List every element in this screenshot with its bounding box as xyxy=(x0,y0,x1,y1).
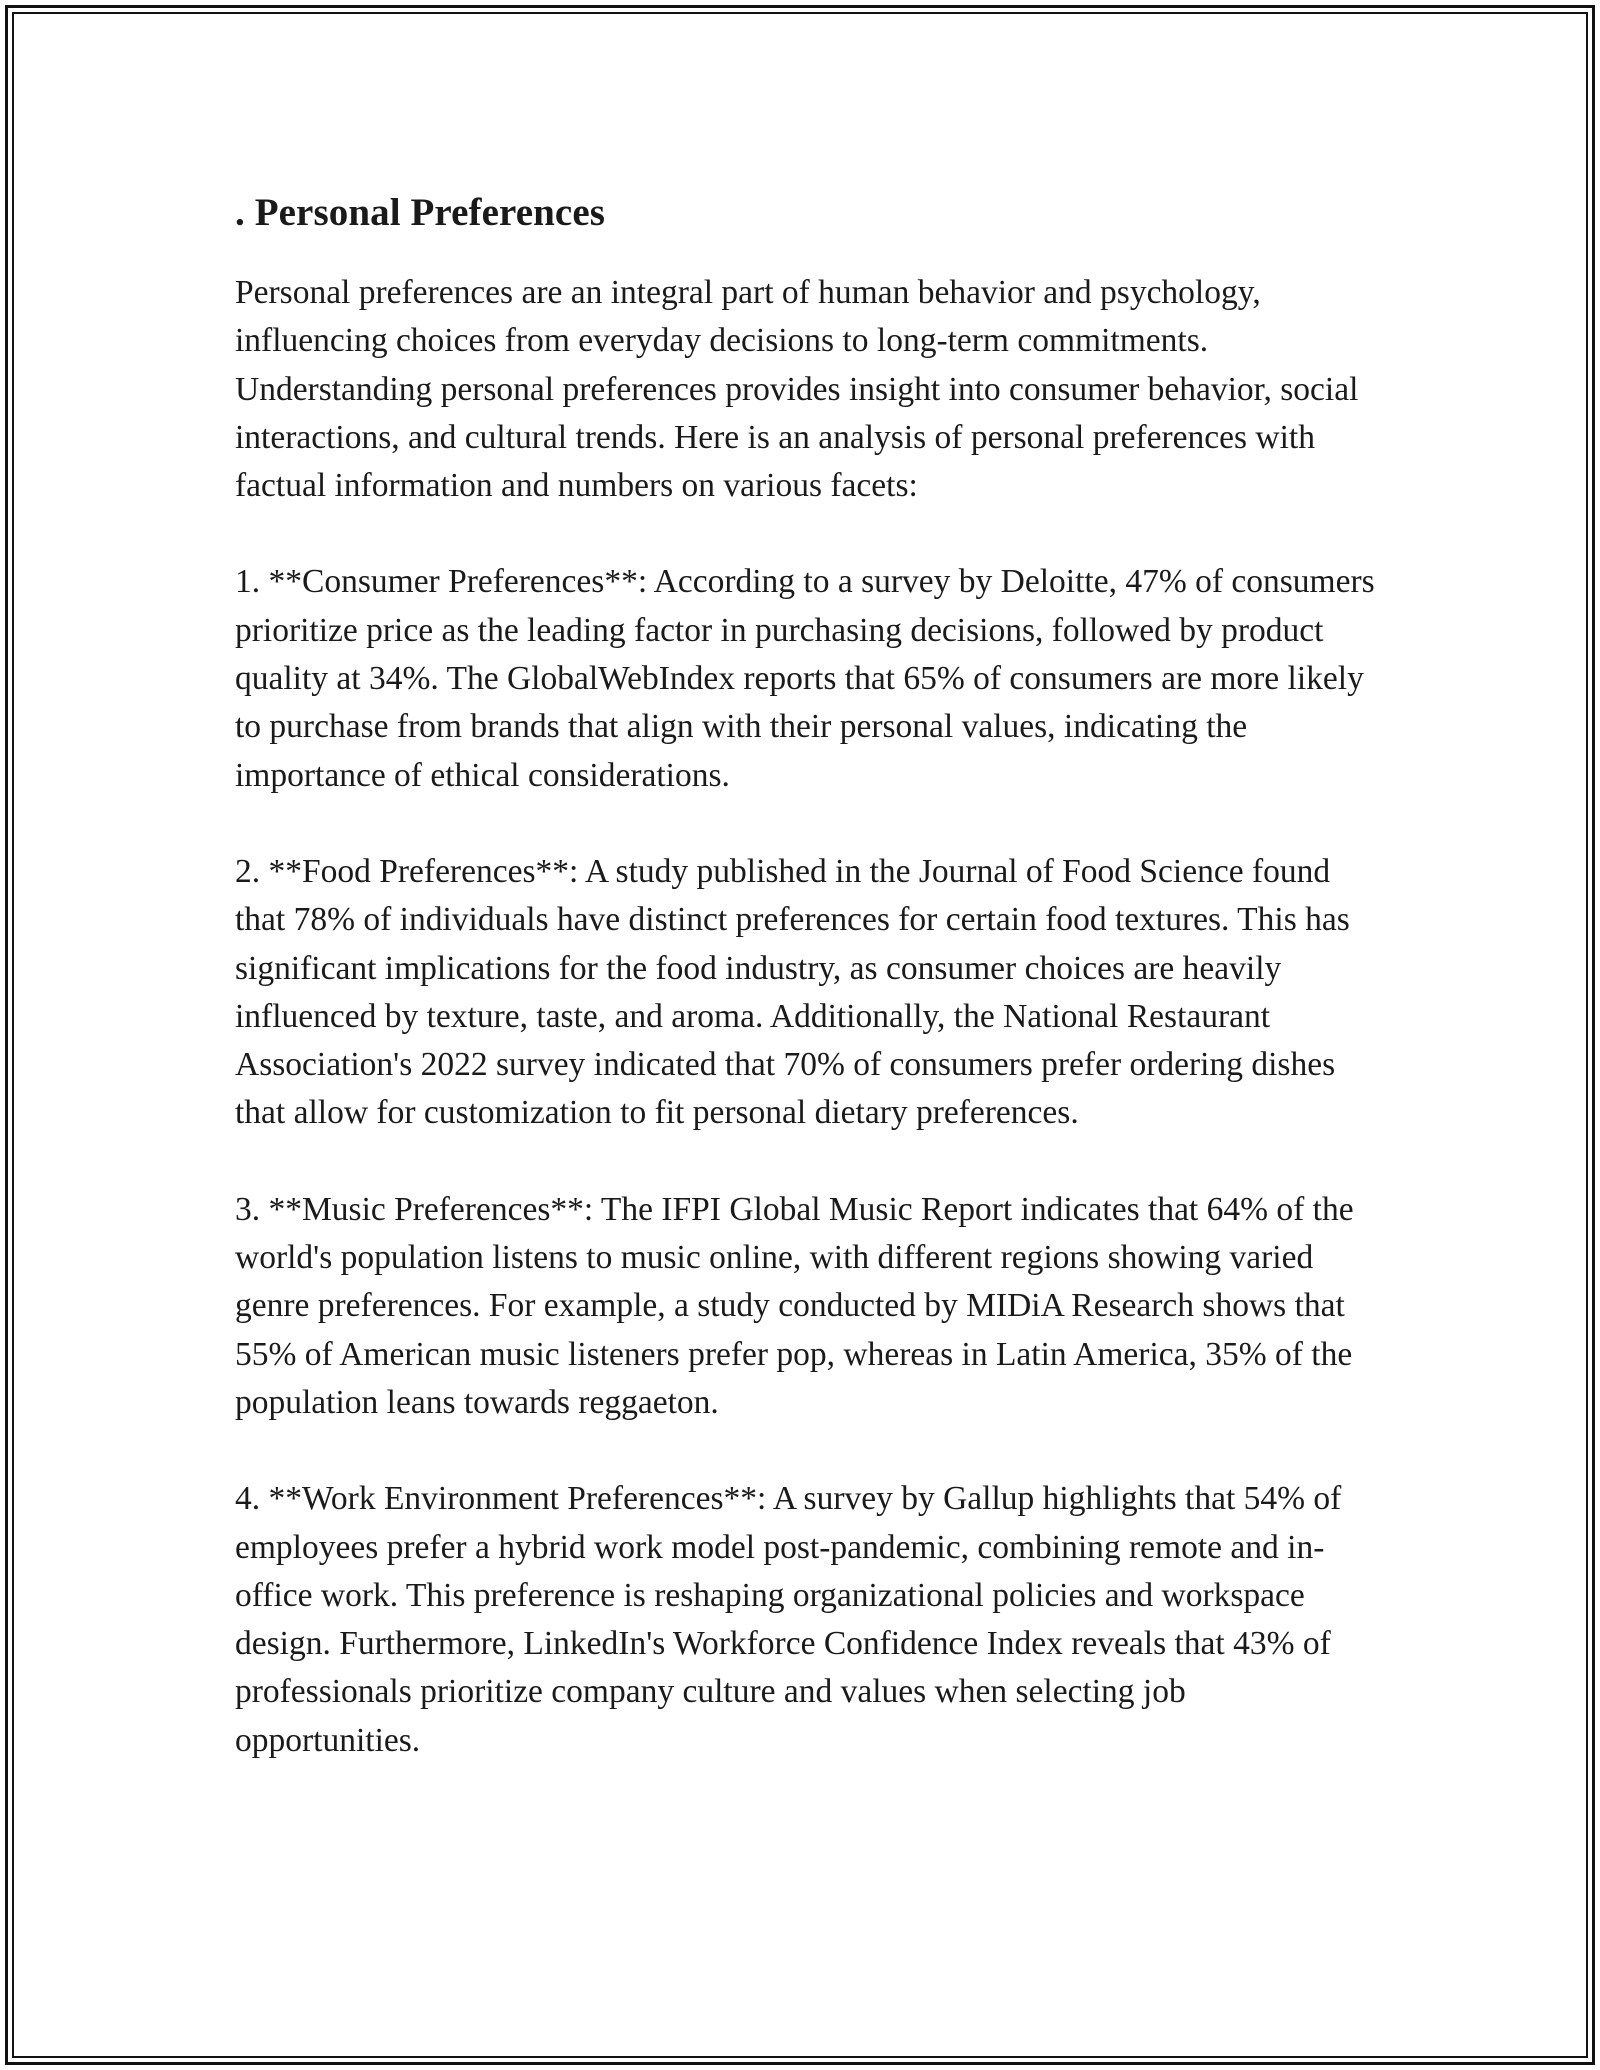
section-heading: . Personal Preferences xyxy=(235,191,606,234)
work-environment-preferences-paragraph: 4. **Work Environment Preferences**: A survey by Gallup highlights that 54% of employees prefer a hybrid work model post-pandemic, combining remote and in-office work. This preference is reshaping organizational policies and workspace design. Furthermore, LinkedIn's Workforce Confidence Index reveals that 43% of professionals prioritize company culture and values when selecting job opportunities. xyxy=(235,1480,1342,1759)
music-preferences-paragraph: 3. **Music Preferences**: The IFPI Global Music Report indicates that 64% of the world's population listens to music online, with different regions showing varied genre preferences. For example, a study conducted by MIDiA Research shows that 55% of American music listeners prefer pop, whereas in Latin America, 35% of the population leans towards reggaeton. xyxy=(235,1190,1354,1421)
document-body xyxy=(235,185,1375,1813)
intro-paragraph: Personal preferences are an integral part of human behavior and psychology, influencing choices from everyday decisions to long-term commitments. Understanding personal preferences provides insight into consumer behavior, social interactions, and cultural trends. Here is an analysis of personal preferences with factual information and numbers on various facets: xyxy=(235,274,1359,505)
food-preferences-paragraph: 2. **Food Preferences**: A study published in the Journal of Food Science found that 78% of individuals have distinct preferences for certain food textures. This has significant implications for the food industry, as consumer choices are heavily influenced by texture, taste, and aroma. Additionally, the National Restaurant Association's 2022 survey indicated that 70% of consumers prefer ordering dishes that allow for customization to fit personal dietary preferences. xyxy=(235,852,1350,1132)
consumer-preferences-paragraph: 1. **Consumer Preferences**: According to a survey by Deloitte, 47% of consumers prioritize price as the leading factor in purchasing decisions, followed by product quality at 34%. The GlobalWebIndex reports that 65% of consumers are more likely to purchase from brands that align with their personal values, indicating the importance of ethical considerations. xyxy=(235,563,1375,794)
